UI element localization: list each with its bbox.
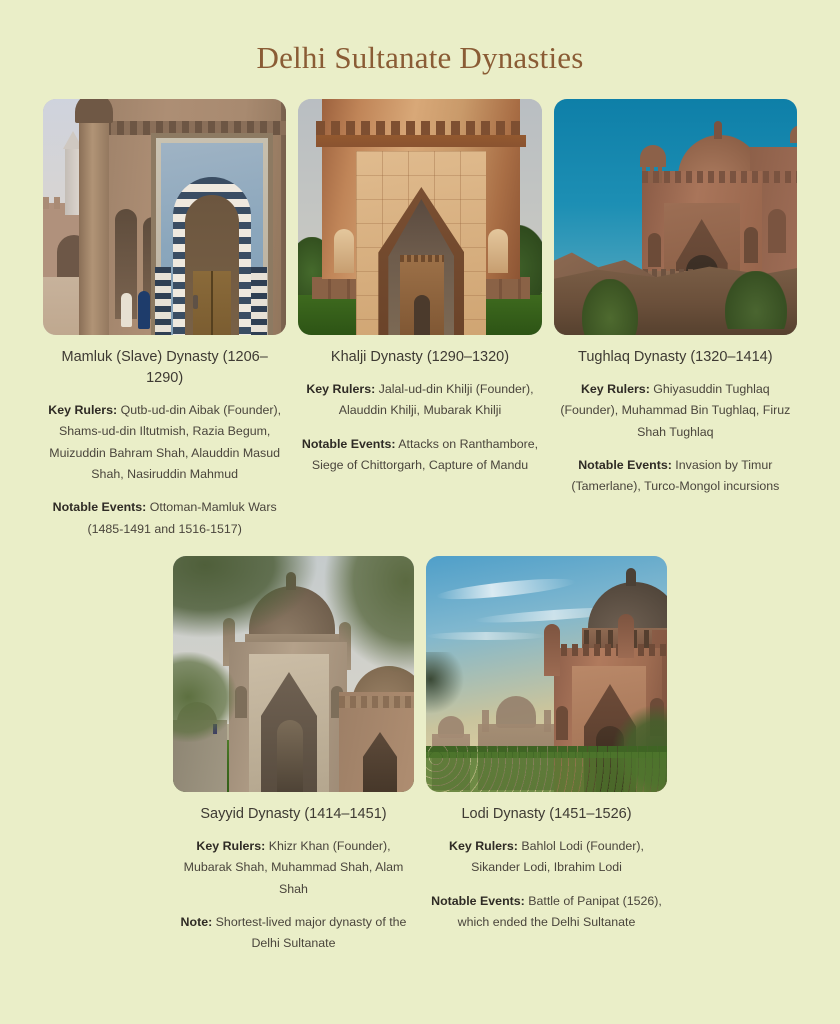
dynasty-row-bottom [40,556,800,955]
battlement [642,171,797,183]
corner-turret-mid [618,614,634,658]
card-facts [43,400,286,540]
card-facts [173,836,414,955]
overhanging-branches [173,556,333,648]
card-title: Lodi Dynasty (1451–1526) [461,806,632,822]
sayyid-tomb-image [173,556,414,792]
distant-person [193,295,198,309]
fact-key-rulers [175,836,412,900]
card-title: Tughlaq Dynasty (1320–1414) [578,349,773,365]
fact-value: Invasion by Timur (Tamerlane), Turco-Mongol incursions [571,458,780,494]
fact-note [175,912,412,955]
dynasty-card-mamluk[interactable] [43,99,286,540]
fact-value: Ottoman-Mamluk Wars (1485-1491 and 1516-1517) [87,500,277,536]
corner-turret-left [544,624,560,676]
window-left [648,233,661,267]
page-title: Delhi Sultanate Dynasties [256,40,584,75]
card-facts [298,379,541,476]
dynasty-card-khalji[interactable] [298,99,541,476]
minaret-tower [79,107,109,335]
fact-notable-events [45,497,284,540]
minaret-cap [75,99,113,123]
gateway-cornice [316,135,526,147]
fact-label: Key Rulers: [580,382,650,397]
dome-finial [714,121,722,139]
fact-value: Qutb-ud-din Aibak (Founder), Shams-ud-din Iltutmish, Razia Begum, Muizuddin Bahram Shah, Alauddin Masud Shah, Nasiruddin Mahmud [49,403,282,482]
cloud-3 [426,632,546,640]
door-seam [211,271,213,335]
niche-right [488,229,508,273]
khalji-gateway-image [298,99,541,335]
fact-value: Bahlol Lodi (Founder), Sikander Lodi, Ibrahim Lodi [471,839,644,875]
fact-label: Notable Events: [301,436,396,451]
fact-label: Key Rulers: [48,403,118,418]
niche-left [334,229,354,273]
striped-pier-right [251,267,267,335]
fact-key-rulers [556,379,795,443]
lodi-tomb-image [426,556,667,792]
tree-mid-left [173,652,237,742]
striped-pier-left [155,267,171,335]
fact-notable-events [300,434,539,477]
branch-left [426,652,470,720]
dynasty-row-top [40,80,800,540]
window-left [556,706,568,740]
distant-gate-crenellation [400,255,444,262]
fact-label: Key Rulers: [306,382,376,397]
fact-label: Notable Events: [52,500,147,515]
battlement [550,644,667,656]
fact-value: Ghiyasuddin Tughlaq (Founder), Muhammad Bin Tughlaq, Firuz Shah Tughlaq [560,382,791,439]
fact-key-rulers [428,836,665,879]
card-facts [554,379,797,498]
dynasty-card-tughlaq[interactable] [554,99,797,498]
card-facts [426,836,667,933]
dynasty-card-sayyid[interactable] [173,556,414,955]
fact-label: Notable Events: [431,893,525,908]
fact-label: Key Rulers: [196,839,266,854]
fact-label: Key Rulers: [449,839,518,854]
iwan-inner-doorway [277,720,303,792]
fact-label: Note: [180,915,213,929]
dynasty-card-lodi[interactable] [426,556,667,933]
person-in-blue [138,291,150,329]
tree-right [318,556,414,680]
dome-finial [626,568,636,586]
fact-label: Notable Events: [578,458,672,472]
hedge-row [426,752,667,792]
fact-key-rulers [300,379,539,422]
window-right [744,227,758,263]
card-title: Khalji Dynasty (1290–1320) [330,349,510,365]
annex-frieze [339,696,414,708]
fact-value: Jalal-ud-din Khilji (Founder), Alauddin Khilji, Mubarak Khilji [338,382,534,418]
fact-notable-events [428,891,665,934]
card-title: Mamluk (Slave) Dynasty (1206–1290) [61,349,268,387]
fact-value: Shortest-lived major dynasty of the Delhi Sultanate [212,915,407,951]
fact-value: Battle of Panipat (1526), which ended the Delhi Sultanate [457,893,662,929]
shrub-right [725,271,787,329]
person-in-white [121,293,132,327]
window-far-right [768,209,786,253]
card-title: Sayyid Dynasty (1414–1451) [200,806,387,822]
distant-gate-arch [414,295,430,335]
fact-value: Khizr Khan (Founder), Mubarak Shah, Muhammad Shah, Alam Shah [183,839,404,896]
fact-notable-events [556,455,795,498]
mamluk-mosque-image [43,99,286,335]
fact-value: Attacks on Ranthambore, Siege of Chittorgarh, Capture of Mandu [311,436,539,472]
fact-key-rulers [45,400,284,485]
tughlaq-fort-image [554,99,797,335]
shrub-left [582,279,638,335]
